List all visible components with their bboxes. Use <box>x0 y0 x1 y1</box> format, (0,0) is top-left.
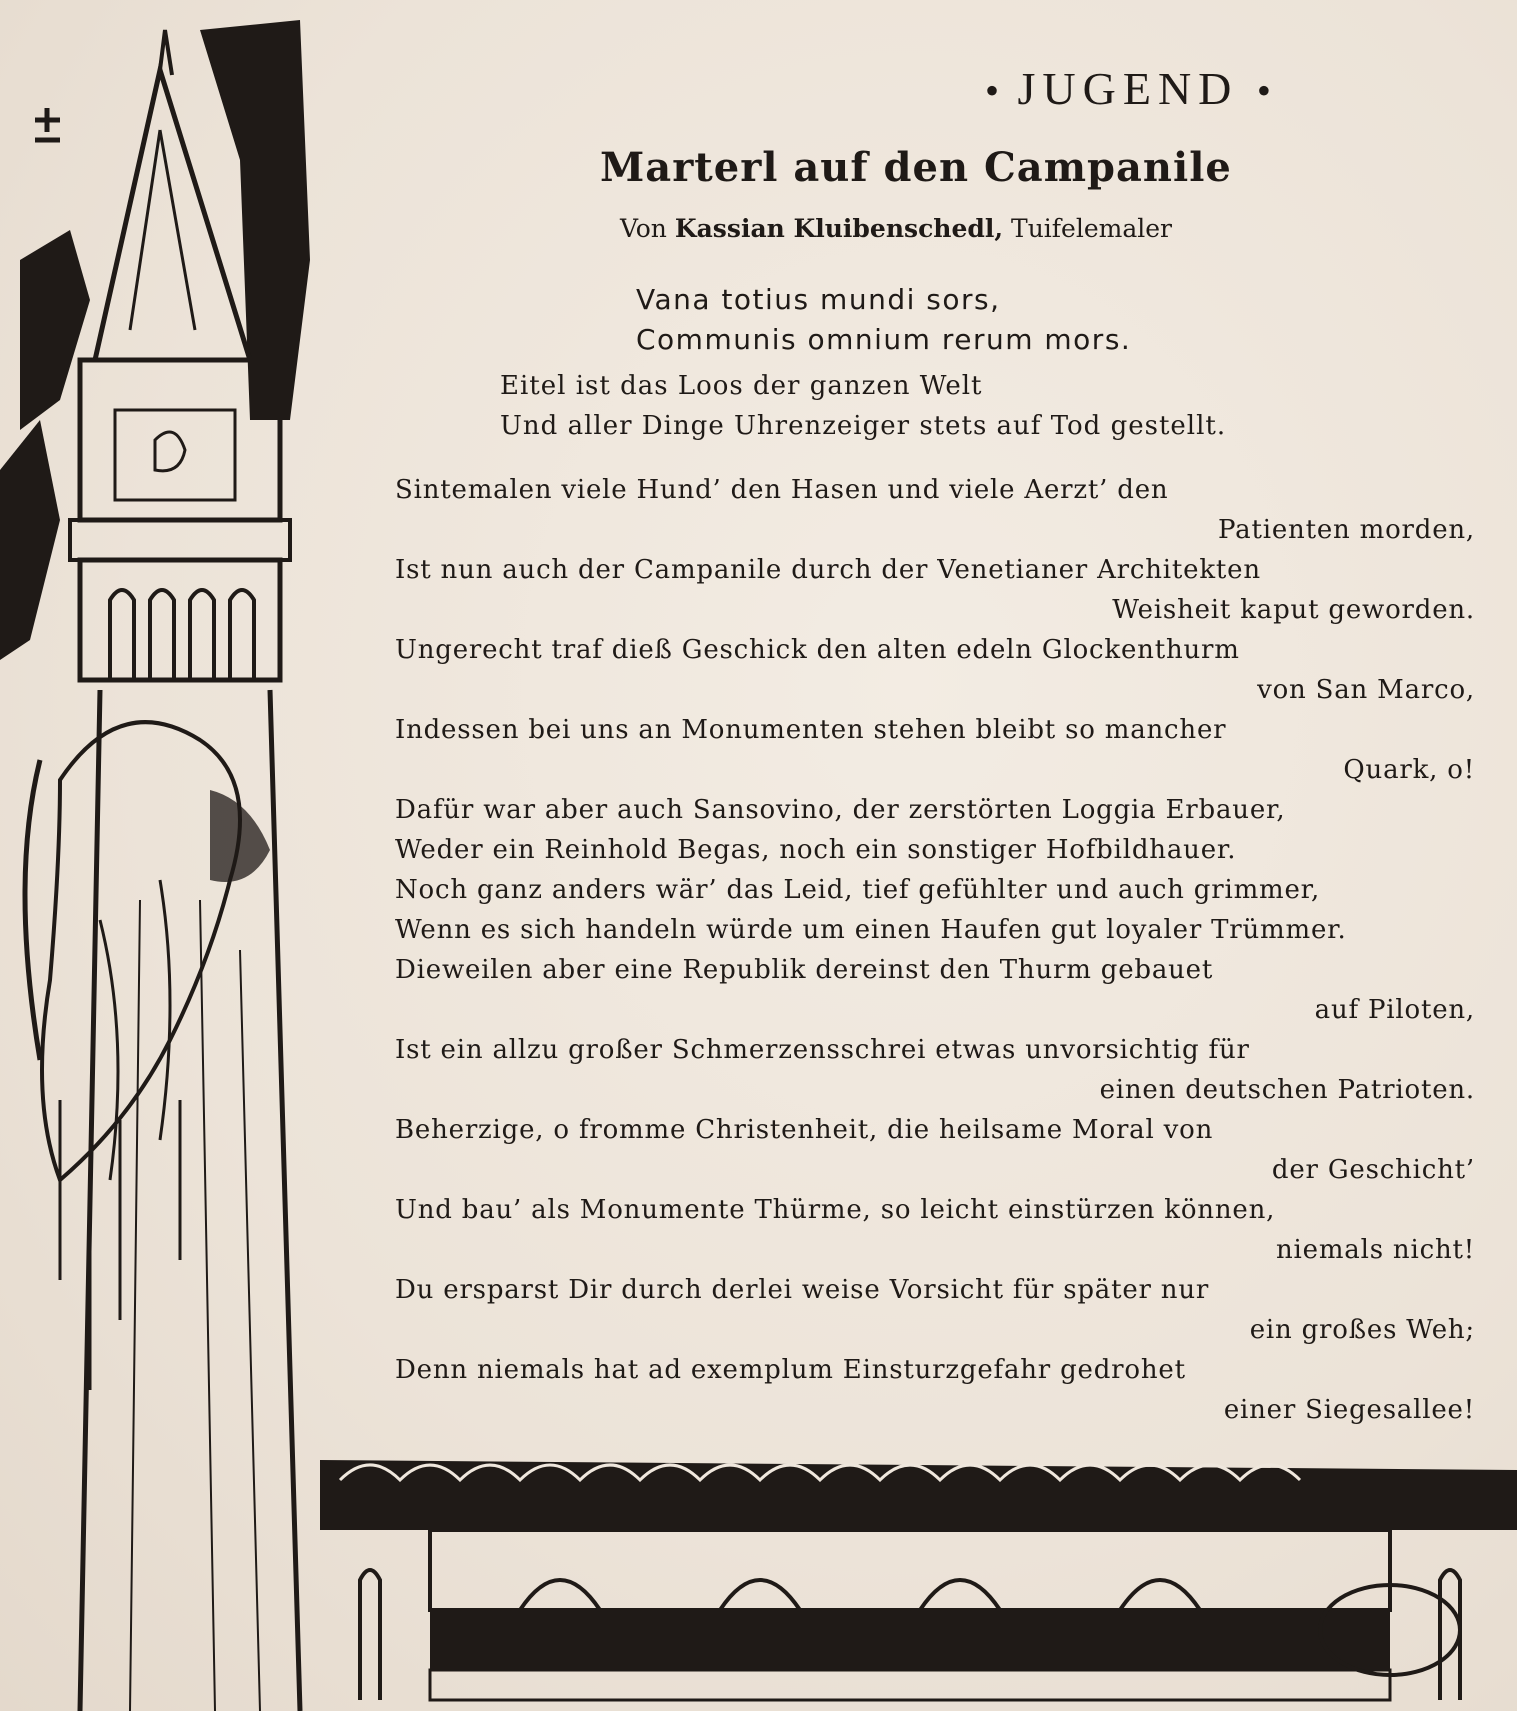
poem-line: Ist ein allzu großer Schmerzensschrei etwas unvorsichtig für <box>395 1035 1250 1065</box>
poem-line: Wenn es sich handeln würde um einen Haufen gut loyaler Trümmer. <box>395 915 1347 945</box>
poem-line-continuation: einer Siegesallee! <box>1223 1395 1475 1425</box>
byline-prefix: Von <box>620 214 667 243</box>
german-motto-line: Eitel ist das Loos der ganzen Welt <box>500 371 983 401</box>
poem-line-continuation: von San Marco, <box>1257 675 1475 705</box>
latin-motto-line: Communis omnium rerum mors. <box>636 323 1132 356</box>
poem-line: Ungerecht traf dieß Geschick den alten edeln Glockenthurm <box>395 635 1240 665</box>
german-motto-line: Und aller Dinge Uhrenzeiger stets auf Tod gestellt. <box>500 411 1227 441</box>
byline-role: Tuifelemaler <box>1011 214 1172 243</box>
poem-body <box>395 470 1475 1430</box>
poem-line-continuation: einen deutschen Patrioten. <box>1099 1075 1475 1105</box>
poem-line-continuation: ein großes Weh; <box>1249 1315 1475 1345</box>
poem-line: Und bau’ als Monumente Thürme, so leicht einstürzen können, <box>395 1195 1276 1225</box>
latin-motto-line: Vana totius mundi sors, <box>636 283 1001 316</box>
poem-line: Denn niemals hat ad exemplum Einsturzgefahr gedrohet <box>395 1355 1186 1385</box>
poem-line: Indessen bei uns an Monumenten stehen bleibt so mancher <box>395 715 1227 745</box>
poem-line: Noch ganz anders wär’ das Leid, tief gefühlter und auch grimmer, <box>395 875 1321 905</box>
masthead-dot-right: • <box>1256 68 1271 113</box>
latin-motto <box>636 280 1236 360</box>
poem-line: Sintemalen viele Hund’ den Hasen und viele Aerzt’ den <box>395 475 1169 505</box>
poem-line: Weder ein Reinhold Begas, noch ein sonstiger Hofbildhauer. <box>395 835 1237 865</box>
poem-line-continuation: Quark, o! <box>1343 755 1475 785</box>
poem-line-continuation: Weisheit kaput geworden. <box>1112 595 1475 625</box>
masthead-name: JUGEND <box>1017 63 1239 114</box>
piazza-illustration <box>300 1440 1517 1711</box>
poem-line-continuation: Patienten morden, <box>1218 515 1475 545</box>
byline <box>620 214 1340 243</box>
masthead-dot-left: • <box>985 68 1000 113</box>
poem-line-continuation: der Geschicht’ <box>1271 1155 1475 1185</box>
poem-line: Ist nun auch der Campanile durch der Venetianer Architekten <box>395 555 1261 585</box>
poem-line: Beherzige, o fromme Christenheit, die heilsame Moral von <box>395 1115 1214 1145</box>
poem-line: Dafür war aber auch Sansovino, der zerstörten Loggia Erbauer, <box>395 795 1286 825</box>
poem-title: Marterl auf den Campanile <box>600 144 1232 191</box>
german-motto <box>500 366 1380 446</box>
poem-line: Dieweilen aber eine Republik dereinst den Thurm gebauet <box>395 955 1214 985</box>
masthead <box>985 62 1425 115</box>
byline-author: Kassian Kluibenschedl, <box>674 214 1004 243</box>
poem-line: Du ersparst Dir durch derlei weise Vorsicht für später nur <box>395 1275 1210 1305</box>
poem-line-continuation: auf Piloten, <box>1314 995 1475 1025</box>
poem-line-continuation: niemals nicht! <box>1276 1235 1475 1265</box>
